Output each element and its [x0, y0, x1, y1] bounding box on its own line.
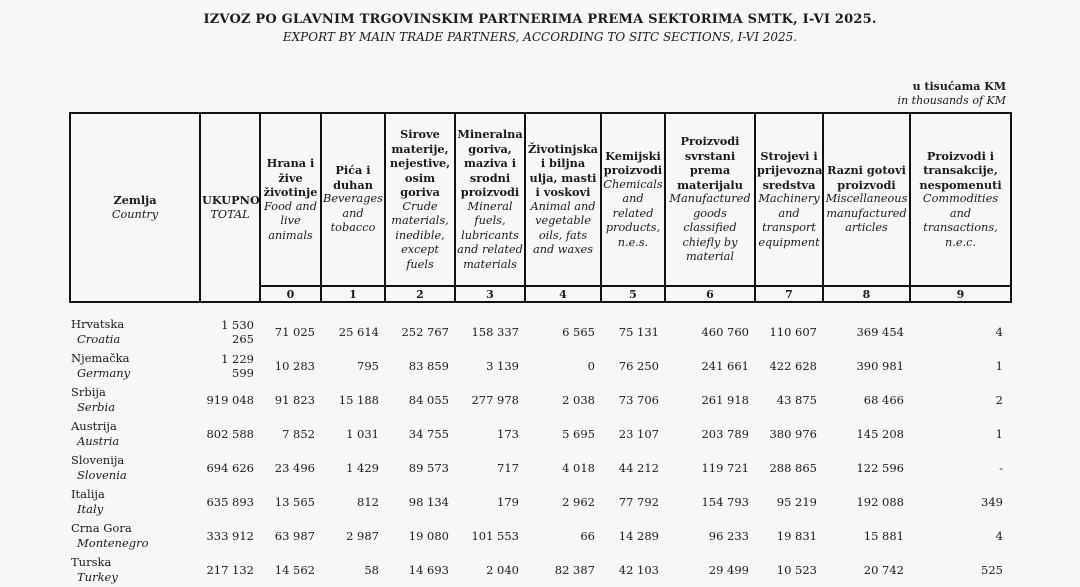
- value-cell: 71 025: [274, 325, 315, 339]
- column-code: 2: [385, 286, 455, 302]
- value-cell: 390 981: [856, 359, 904, 373]
- value-cell: 15 188: [338, 393, 379, 407]
- country-cell: [71, 349, 201, 383]
- column-code: 8: [823, 286, 910, 302]
- value-cell: 288 865: [769, 461, 817, 475]
- value-cell: 4: [995, 529, 1003, 543]
- value-cell: 14 693: [408, 563, 449, 577]
- value-cell: 10 523: [776, 563, 817, 577]
- value-cell: 34 755: [408, 427, 449, 441]
- column-header-english: Food and live animals: [264, 199, 317, 242]
- country-name-english: Croatia: [77, 332, 121, 346]
- value-cell: 58: [364, 563, 379, 577]
- column-code: 9: [910, 286, 1011, 302]
- value-cell: 2 040: [486, 563, 519, 577]
- column-header: [910, 113, 1011, 286]
- value-cell: 5 695: [562, 427, 595, 441]
- column-header: [321, 113, 385, 286]
- country-name: Srbija: [71, 385, 106, 399]
- value-cell: 77 792: [618, 495, 659, 509]
- value-cell: 66: [580, 529, 595, 543]
- value-cell: 241 661: [701, 359, 749, 373]
- column-code: 0: [260, 286, 321, 302]
- value-cell: 173: [497, 427, 519, 441]
- value-cell: 23 107: [618, 427, 659, 441]
- country-cell: [71, 485, 201, 519]
- value-cell: 4: [995, 325, 1003, 339]
- country-name: Crna Gora: [71, 521, 132, 535]
- column-header-local: Kemijski proizvodi: [603, 148, 663, 178]
- column-header-local: Sirove materije, nejestive, osim goriva: [389, 127, 451, 199]
- value-cell: 44 212: [618, 461, 659, 475]
- value-cell: 0: [587, 359, 595, 373]
- table-header: [69, 112, 1012, 303]
- units-local: u tisućama KM: [912, 80, 1006, 93]
- column-header-local: Proizvodi i transakcije, nespomenuti: [919, 148, 1002, 192]
- column-header-english: Miscellaneous manufactured articles: [825, 192, 908, 235]
- column-header-english: Beverages and tobacco: [323, 192, 383, 235]
- table-row: [71, 485, 1010, 519]
- column-header: [665, 113, 755, 286]
- column-header: [385, 113, 455, 286]
- value-cell: 802 588: [206, 427, 254, 441]
- table-row: [71, 519, 1010, 553]
- value-cell: 380 976: [769, 427, 817, 441]
- value-cell: 717: [497, 461, 519, 475]
- value-cell: 203 789: [701, 427, 749, 441]
- column-header: [455, 113, 525, 286]
- value-cell: 2 038: [562, 393, 595, 407]
- value-cell: 122 596: [856, 461, 904, 475]
- country-cell: [71, 451, 201, 485]
- country-name-english: Serbia: [77, 400, 116, 414]
- column-code: 5: [601, 286, 665, 302]
- value-cell: 252 767: [401, 325, 449, 339]
- column-header: [755, 113, 823, 286]
- value-cell: 68 466: [863, 393, 904, 407]
- value-cell: 1: [995, 359, 1003, 373]
- value-cell: 277 978: [471, 393, 519, 407]
- column-code: 3: [455, 286, 525, 302]
- value-cell: -: [999, 461, 1003, 475]
- country-name: Austrija: [71, 419, 117, 433]
- value-cell: 101 553: [471, 529, 519, 543]
- data-table: [71, 315, 1010, 587]
- table-row: [71, 349, 1010, 383]
- value-cell: 15 881: [863, 529, 904, 543]
- column-header: [70, 113, 200, 302]
- value-cell: 82 387: [554, 563, 595, 577]
- value-cell: 369 454: [856, 325, 904, 339]
- value-cell: 217 132: [206, 563, 254, 577]
- value-cell: 154 793: [701, 495, 749, 509]
- value-cell: 919 048: [206, 393, 254, 407]
- value-cell: 333 912: [206, 529, 254, 543]
- column-header-english: Machinery and transport equipment: [758, 192, 820, 249]
- country-name: Slovenija: [71, 453, 125, 467]
- value-cell: 42 103: [618, 563, 659, 577]
- value-cell: 19 831: [776, 529, 817, 543]
- column-header-english: Chemicals and related products, n.e.s.: [603, 177, 663, 249]
- units-english: in thousands of KM: [897, 94, 1006, 107]
- value-cell: 76 250: [618, 359, 659, 373]
- value-cell: 2 987: [346, 529, 379, 543]
- value-cell: 349: [981, 495, 1003, 509]
- country-cell: [71, 417, 201, 451]
- column-header-row: [70, 113, 1011, 286]
- value-cell: 7 852: [282, 427, 315, 441]
- column-header-english: Animal and vegetable oils, fats and waxes: [530, 199, 596, 256]
- column-header: [601, 113, 665, 286]
- value-cell: 14 289: [618, 529, 659, 543]
- value-cell: 14 562: [274, 563, 315, 577]
- value-cell: 19 080: [408, 529, 449, 543]
- value-cell: 25 614: [338, 325, 379, 339]
- country-cell: [71, 519, 201, 553]
- country-name-english: Germany: [77, 366, 131, 380]
- value-cell: 43 875: [776, 393, 817, 407]
- column-code: 1: [321, 286, 385, 302]
- value-cell: 83 859: [408, 359, 449, 373]
- column-header-english: TOTAL: [210, 207, 250, 221]
- country-name-english: Montenegro: [77, 536, 149, 550]
- table-row: [71, 315, 1010, 349]
- value-cell: 95 219: [776, 495, 817, 509]
- column-header: [525, 113, 601, 286]
- value-cell: 10 283: [274, 359, 315, 373]
- value-cell: 1 429: [346, 461, 379, 475]
- page-title: IZVOZ PO GLAVNIM TRGOVINSKIM PARTNERIMA PREMA SEKTORIMA SMTK, I-VI 2025.: [203, 12, 877, 27]
- value-cell: 75 131: [618, 325, 659, 339]
- page-subtitle: EXPORT BY MAIN TRADE PARTNERS, ACCORDING TO SITC SECTIONS, I-VI 2025.: [282, 30, 798, 44]
- column-header-local: Pića i duhan: [333, 163, 373, 192]
- value-cell: 89 573: [408, 461, 449, 475]
- value-cell: 73 706: [618, 393, 659, 407]
- value-cell: 23 496: [274, 461, 315, 475]
- value-cell: 179: [497, 495, 519, 509]
- value-cell: 4 018: [562, 461, 595, 475]
- value-cell: 694 626: [206, 461, 254, 475]
- country-name: Turska: [71, 555, 112, 569]
- value-cell: 422 628: [769, 359, 817, 373]
- value-cell: 96 233: [708, 529, 749, 543]
- country-name: Hrvatska: [71, 317, 125, 331]
- value-cell: 20 742: [863, 563, 904, 577]
- value-cell: 812: [357, 495, 379, 509]
- country-cell: [71, 315, 201, 349]
- value-cell: 1 031: [346, 427, 379, 441]
- value-cell: 29 499: [708, 563, 749, 577]
- column-code: 7: [755, 286, 823, 302]
- column-code: 4: [525, 286, 601, 302]
- value-cell: 1 530 265: [221, 318, 254, 346]
- column-header-local: Mineralna goriva, maziva i srodni proizvodi: [457, 127, 523, 199]
- value-cell: 1 229 599: [221, 352, 254, 380]
- column-header-local: UKUPNO: [202, 193, 260, 207]
- value-cell: 795: [357, 359, 379, 373]
- value-cell: 2: [995, 393, 1003, 407]
- table-row: [71, 553, 1010, 587]
- column-header-local: Proizvodi svrstani prema materijalu: [677, 134, 743, 192]
- table-row: [71, 383, 1010, 417]
- value-cell: 84 055: [408, 393, 449, 407]
- value-cell: 63 987: [274, 529, 315, 543]
- column-header-english: Country: [111, 207, 159, 221]
- country-name-english: Italy: [77, 502, 104, 516]
- value-cell: 6 565: [562, 325, 595, 339]
- column-code: 6: [665, 286, 755, 302]
- value-cell: 635 893: [206, 495, 254, 509]
- column-header-local: Strojevi i prijevozna sredstva: [757, 148, 823, 192]
- country-name: Njemačka: [71, 351, 130, 365]
- value-cell: 261 918: [701, 393, 749, 407]
- units-note: [898, 80, 1006, 108]
- value-cell: 3 139: [486, 359, 519, 373]
- value-cell: 91 823: [274, 393, 315, 407]
- column-header: [823, 113, 910, 286]
- column-header-english: Crude materials, inedible, except fuels: [391, 199, 449, 271]
- value-cell: 110 607: [769, 325, 817, 339]
- column-header-english: Commodities and transactions, n.e.c.: [922, 192, 999, 249]
- column-header-local: Razni gotovi proizvodi: [827, 163, 906, 192]
- title-block: [0, 12, 1080, 44]
- country-name: Italija: [71, 487, 105, 501]
- table-row: [71, 451, 1010, 485]
- value-cell: 13 565: [274, 495, 315, 509]
- table-row: [71, 417, 1010, 451]
- column-header-local: Hrana i žive životinje: [263, 156, 318, 199]
- country-name-english: Austria: [77, 434, 120, 448]
- value-cell: 1: [995, 427, 1003, 441]
- country-cell: [71, 553, 201, 587]
- value-cell: 525: [981, 563, 1003, 577]
- column-header-local: Zemlja: [113, 193, 157, 207]
- column-header-local: Životinjska i biljna ulja, masti i voskovi: [528, 141, 598, 199]
- value-cell: 145 208: [856, 427, 904, 441]
- value-cell: 460 760: [701, 325, 749, 339]
- value-cell: 158 337: [471, 325, 519, 339]
- column-header: [200, 113, 260, 302]
- country-cell: [71, 383, 201, 417]
- country-name-english: Turkey: [77, 570, 118, 584]
- value-cell: 2 962: [562, 495, 595, 509]
- value-cell: 192 088: [856, 495, 904, 509]
- column-header-english: Manufactured goods classified chiefly by material: [669, 192, 751, 264]
- column-header: [260, 113, 321, 286]
- value-cell: 98 134: [408, 495, 449, 509]
- column-header-english: Mineral fuels, lubricants and related materials: [457, 199, 523, 271]
- country-name-english: Slovenia: [77, 468, 127, 482]
- value-cell: 119 721: [701, 461, 749, 475]
